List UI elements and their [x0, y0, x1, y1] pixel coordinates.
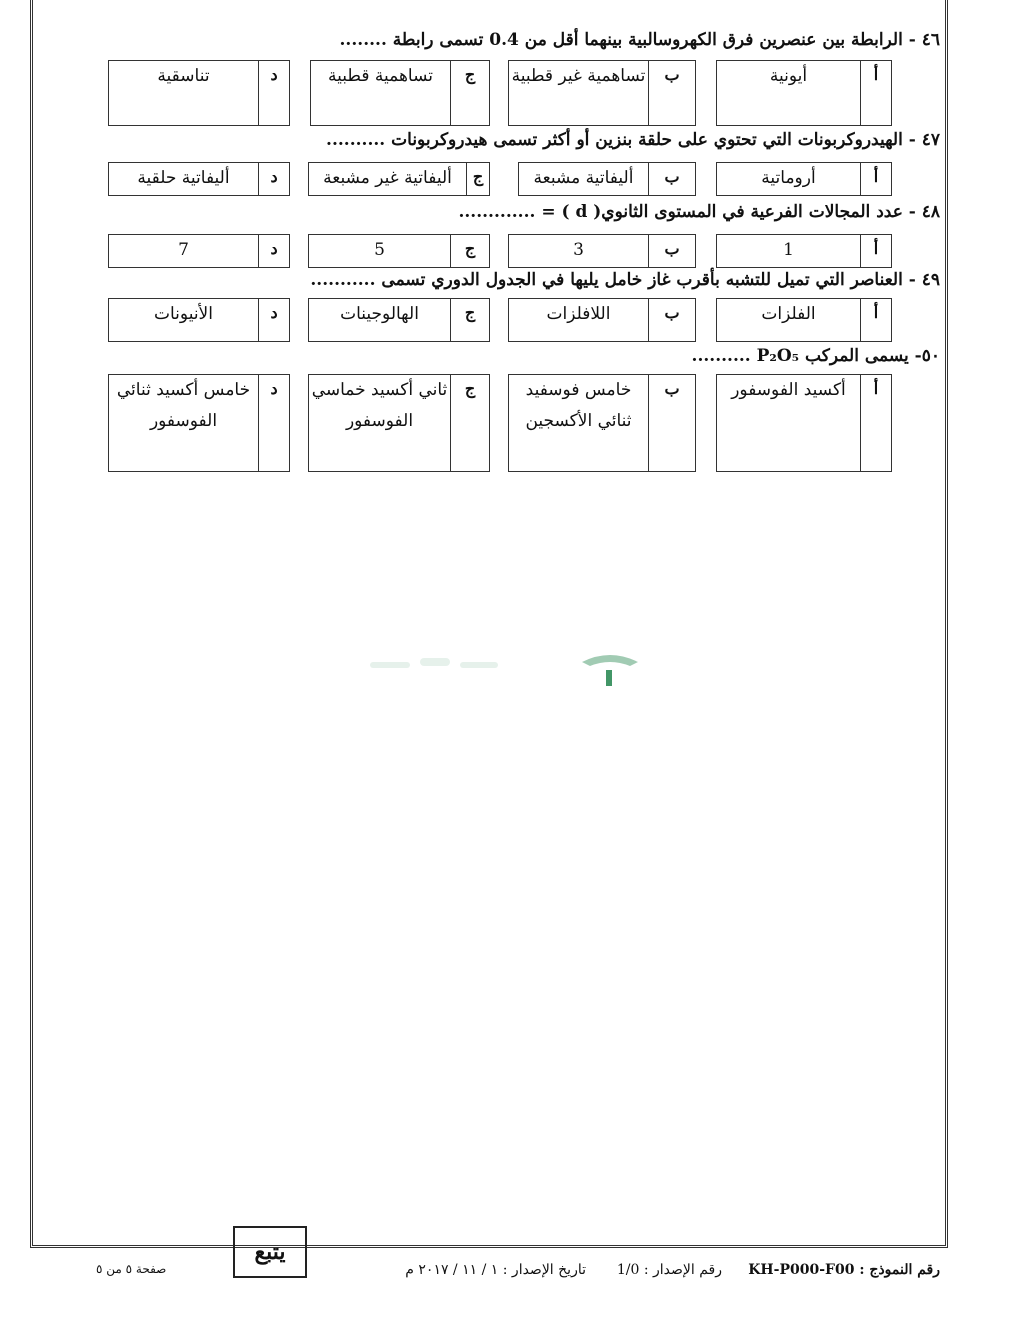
- options-46: [108, 60, 892, 126]
- version-number: رقم الإصدار : 1/0: [616, 1262, 722, 1278]
- options-47: [108, 162, 892, 196]
- option-text: أليفاتية غير مشبعة: [308, 162, 466, 196]
- option-c[interactable]: [308, 374, 490, 472]
- options-48: [108, 234, 892, 268]
- watermark-text-icon: [370, 652, 500, 676]
- option-letter: أ: [860, 298, 892, 342]
- option-text: أروماتية: [716, 162, 860, 196]
- option-letter: ج: [450, 298, 490, 342]
- option-letter: د: [258, 60, 290, 126]
- option-b[interactable]: [508, 374, 696, 472]
- option-text: ثاني أكسيد خماسي الفوسفور: [308, 374, 450, 472]
- option-letter: ب: [648, 298, 696, 342]
- option-letter: ب: [648, 162, 696, 196]
- option-text: أليفاتية مشبعة: [518, 162, 648, 196]
- page-number: صفحة ٥ من ٥: [96, 1262, 167, 1276]
- option-text: تساهمية قطبية: [310, 60, 450, 126]
- option-text: 1: [716, 234, 860, 268]
- option-d[interactable]: [108, 60, 290, 126]
- option-letter: ج: [466, 162, 490, 196]
- option-text: أيونية: [716, 60, 860, 126]
- option-c[interactable]: [310, 60, 490, 126]
- option-letter: د: [258, 298, 290, 342]
- option-letter: ج: [450, 234, 490, 268]
- options-49: [108, 298, 892, 342]
- option-text: الهالوجينات: [308, 298, 450, 342]
- question-47: ٤٧ - الهيدروكربونات التي تحتوي على حلقة بنزين أو أكثر تسمى هيدروكربونات ..........: [326, 130, 940, 150]
- option-letter: د: [258, 162, 290, 196]
- option-text: 3: [508, 234, 648, 268]
- option-letter: ب: [648, 60, 696, 126]
- option-text: 5: [308, 234, 450, 268]
- option-letter: ج: [450, 60, 490, 126]
- option-c[interactable]: [308, 162, 490, 196]
- option-a[interactable]: [716, 374, 892, 472]
- option-letter: ب: [648, 374, 696, 472]
- option-text: الأنيونات: [108, 298, 258, 342]
- option-b[interactable]: [508, 298, 696, 342]
- issue-date: تاريخ الإصدار : ١ / ١١ / ٢٠١٧ م: [405, 1262, 586, 1278]
- option-b[interactable]: [508, 60, 696, 126]
- option-letter: أ: [860, 162, 892, 196]
- option-a[interactable]: [716, 162, 892, 196]
- option-text: اللافلزات: [508, 298, 648, 342]
- option-text: تساهمية غير قطبية: [508, 60, 648, 126]
- option-text: خامس أكسيد ثنائي الفوسفور: [108, 374, 258, 472]
- option-letter: أ: [860, 374, 892, 472]
- option-d[interactable]: [108, 162, 290, 196]
- option-text: أكسيد الفوسفور: [716, 374, 860, 472]
- question-50: ٥٠- يسمى المركب P₂O₅ ..........: [691, 346, 940, 366]
- option-letter: د: [258, 234, 290, 268]
- option-a[interactable]: [716, 298, 892, 342]
- question-46: ٤٦ - الرابطة بين عنصرين فرق الكهروسالبية بينهما أقل من 0.4 تسمى رابطة ........: [339, 30, 940, 50]
- option-c[interactable]: [308, 298, 490, 342]
- option-text: أليفاتية حلقية: [108, 162, 258, 196]
- option-a[interactable]: [716, 60, 892, 126]
- option-text: خامس فوسفيد ثنائي الأكسجين: [508, 374, 648, 472]
- options-50: [108, 374, 892, 472]
- option-letter: د: [258, 374, 290, 472]
- option-d[interactable]: [108, 298, 290, 342]
- option-letter: أ: [860, 60, 892, 126]
- option-letter: ب: [648, 234, 696, 268]
- option-letter: أ: [860, 234, 892, 268]
- option-d[interactable]: [108, 374, 290, 472]
- form-number: رقم النموذج : KH-P000-F00: [748, 1262, 940, 1278]
- option-text: تناسقية: [108, 60, 258, 126]
- watermark-logo-icon: [580, 648, 640, 688]
- option-d[interactable]: [108, 234, 290, 268]
- option-a[interactable]: [716, 234, 892, 268]
- question-48: ٤٨ - عدد المجالات الفرعية في المستوى الثانوي( d ) = .............: [458, 202, 940, 222]
- option-b[interactable]: [508, 234, 696, 268]
- option-letter: ج: [450, 374, 490, 472]
- option-b[interactable]: [518, 162, 696, 196]
- continue-label: يتبع: [233, 1226, 307, 1278]
- question-49: ٤٩ - العناصر التي تميل للتشبه بأقرب غاز خامل يليها في الجدول الدوري تسمى ...........: [310, 270, 940, 290]
- option-text: 7: [108, 234, 258, 268]
- option-c[interactable]: [308, 234, 490, 268]
- option-text: الفلزات: [716, 298, 860, 342]
